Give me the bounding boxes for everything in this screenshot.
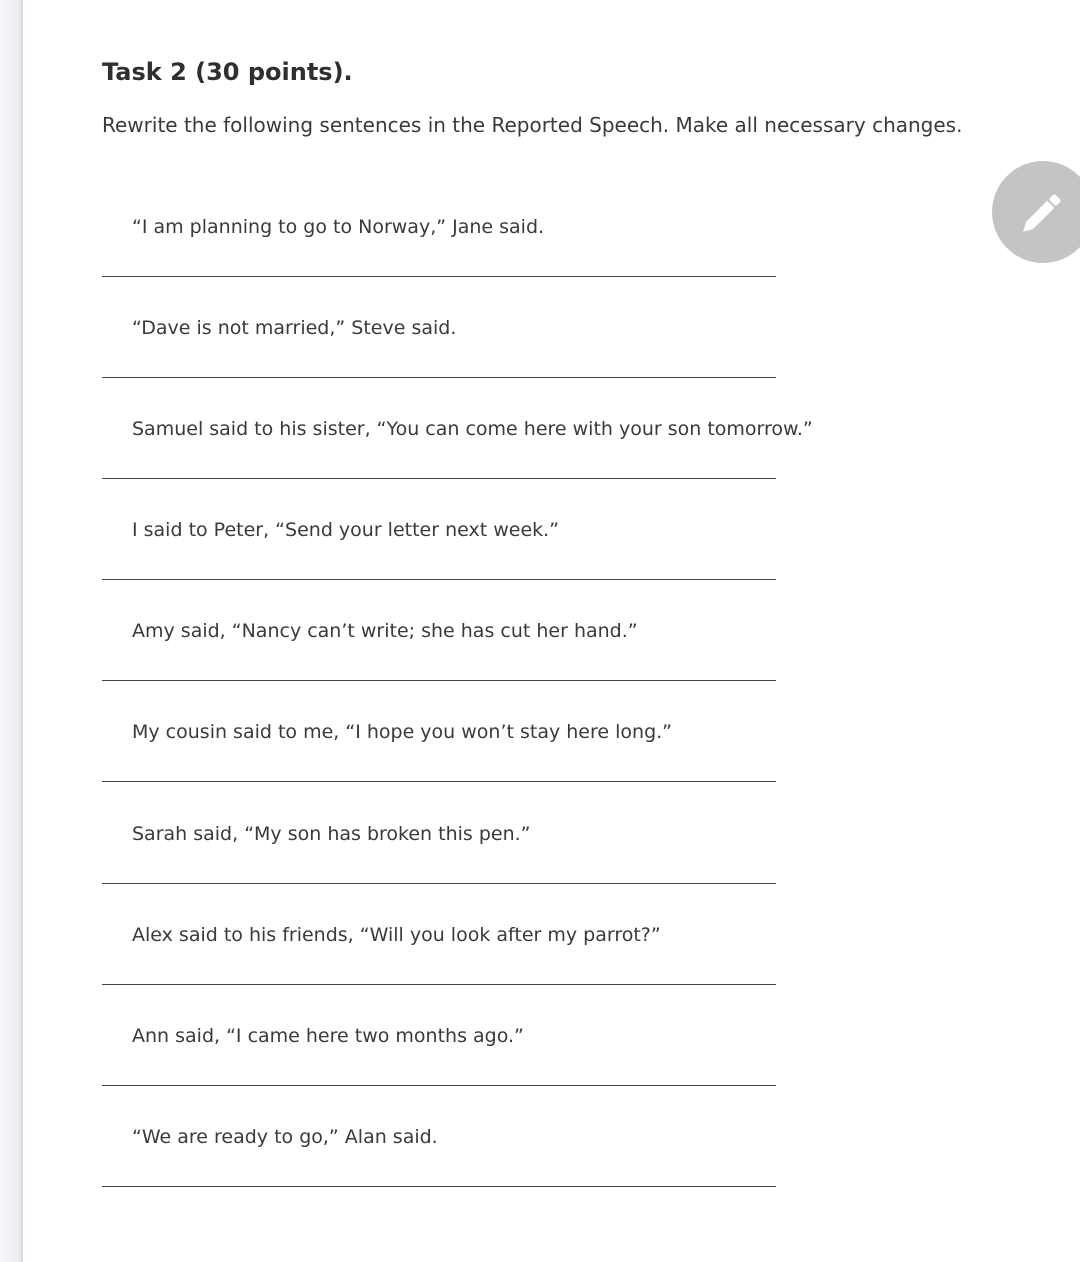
task-title: Task 2 (30 points). — [102, 58, 353, 86]
exercise-item-7 — [0, 823, 800, 924]
exercise-item-9 — [0, 1025, 800, 1126]
exercise-item-10 — [0, 1126, 800, 1227]
item-sentence: Ann said, “I came here two months ago.” — [132, 1025, 524, 1047]
exercise-item-1 — [0, 216, 800, 317]
item-sentence: Alex said to his friends, “Will you look after my parrot?” — [132, 924, 661, 946]
exercise-item-3 — [0, 418, 813, 519]
answer-line[interactable] — [102, 984, 776, 985]
answer-line[interactable] — [102, 883, 776, 884]
answer-line[interactable] — [102, 1186, 776, 1187]
exercise-item-5 — [0, 620, 800, 721]
item-sentence: Sarah said, “My son has broken this pen.” — [132, 823, 531, 845]
pencil-icon — [1018, 187, 1068, 237]
exercise-item-4 — [0, 519, 800, 620]
item-sentence: My cousin said to me, “I hope you won’t stay here long.” — [132, 721, 673, 743]
answer-line[interactable] — [102, 579, 776, 580]
exercise-item-6 — [0, 721, 800, 822]
answer-line[interactable] — [102, 478, 776, 479]
exercise-item-8 — [0, 924, 800, 1025]
answer-line[interactable] — [102, 276, 776, 277]
answer-line[interactable] — [102, 377, 776, 378]
answer-line[interactable] — [102, 1085, 776, 1086]
exercise-item-2 — [0, 317, 800, 418]
answer-line[interactable] — [102, 781, 776, 782]
item-sentence: “I am planning to go to Norway,” Jane said. — [132, 216, 545, 238]
item-sentence: Samuel said to his sister, “You can come here with your son tomorrow.” — [132, 418, 813, 440]
item-sentence: I said to Peter, “Send your letter next week.” — [132, 519, 560, 541]
item-sentence: “We are ready to go,” Alan said. — [132, 1126, 438, 1148]
answer-line[interactable] — [102, 680, 776, 681]
item-sentence: Amy said, “Nancy can’t write; she has cut her hand.” — [132, 620, 638, 642]
item-sentence: “Dave is not married,” Steve said. — [132, 317, 457, 339]
task-instructions: Rewrite the following sentences in the Reported Speech. Make all necessary changes. — [102, 113, 963, 137]
